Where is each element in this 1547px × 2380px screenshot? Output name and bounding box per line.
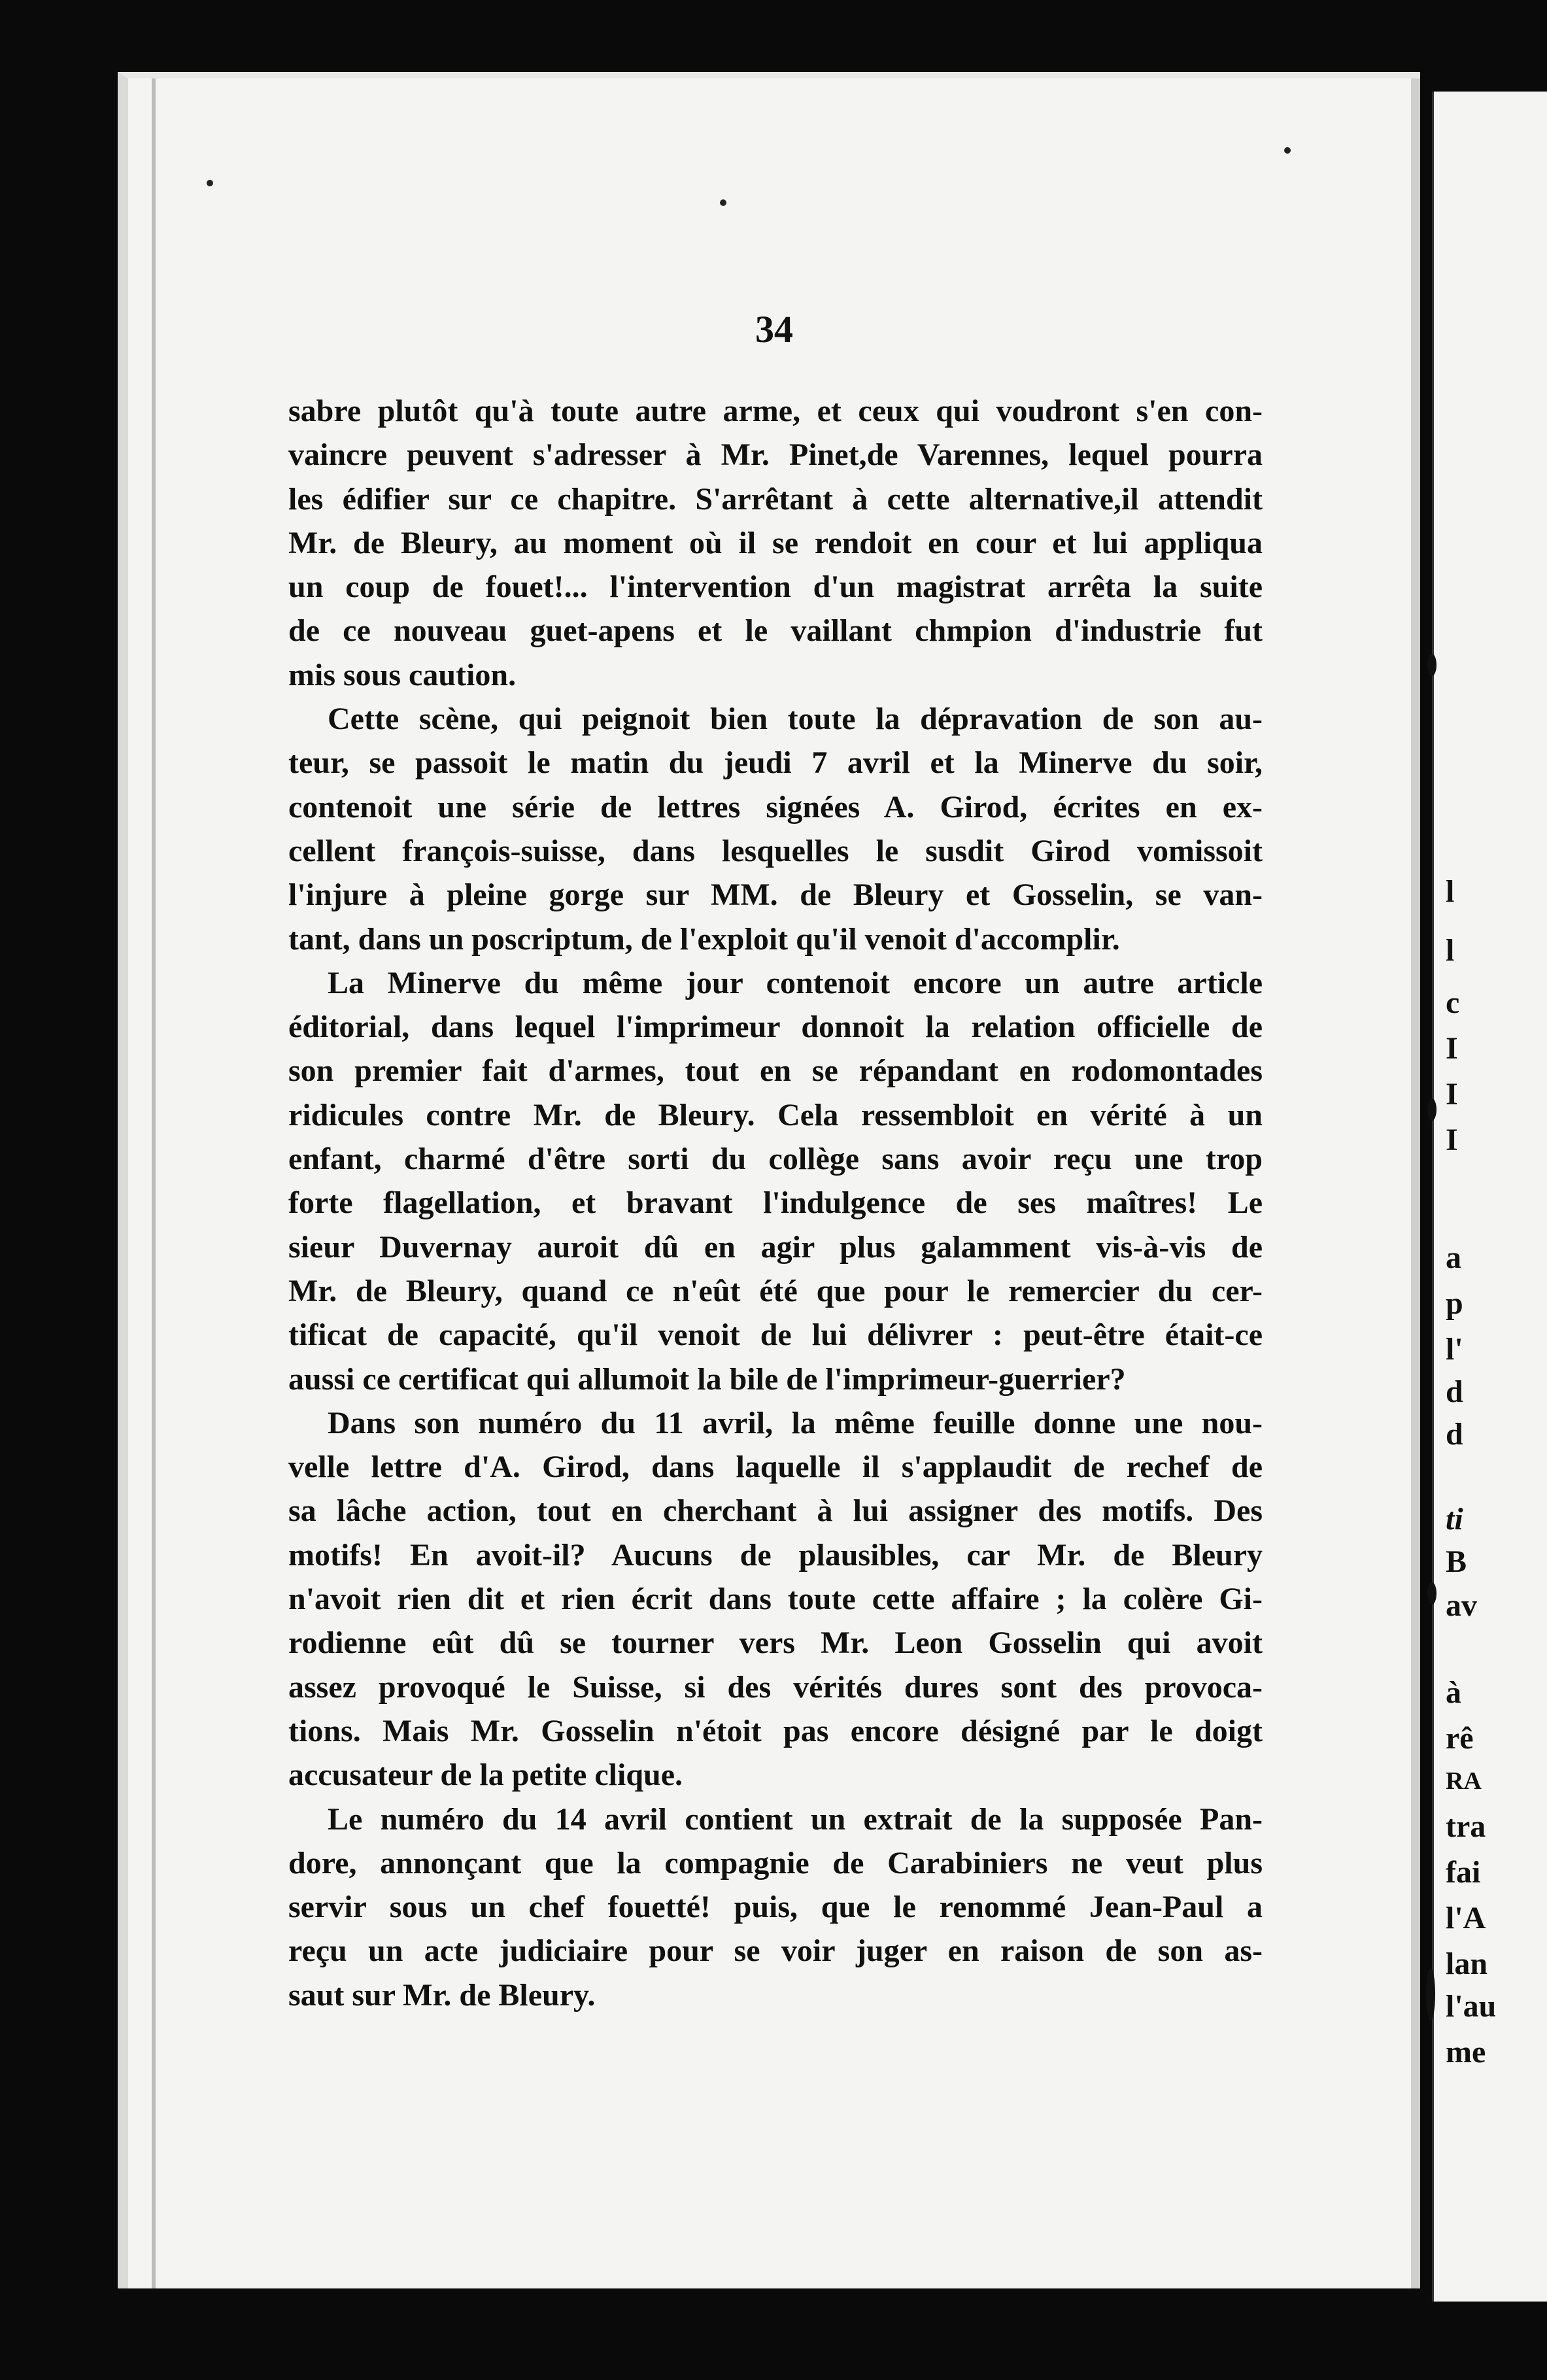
text-line: n'avoit rien dit et rien écrit dans toute cette affaire ; la colère Gi-: [288, 1582, 1263, 1617]
text-line: l'injure à pleine gorge sur MM. de Bleury et Gosselin, se van-: [288, 877, 1263, 913]
text-line: velle lettre d'A. Girod, dans laquelle il s'applaudit de rechef de: [288, 1450, 1263, 1485]
ink-speck: [720, 199, 726, 206]
text-line: forte flagellation, et bravant l'indulgence de ses maîtres! Le: [288, 1185, 1263, 1221]
fragment: a: [1446, 1240, 1461, 1275]
gutter-mark: [1427, 1582, 1436, 1605]
fragment: c: [1446, 985, 1460, 1020]
gutter-mark: [1427, 654, 1436, 676]
text-line: accusateur de la petite clique.: [288, 1758, 683, 1793]
fragment: ti: [1446, 1502, 1463, 1537]
fragment: B: [1446, 1544, 1467, 1579]
text-line: servir sous un chef fouetté! puis, que le renommé Jean-Paul a: [288, 1890, 1263, 1925]
text-line: contenoit une série de lettres signées A. Girod, écrites en ex-: [288, 789, 1263, 824]
text-line: son premier fait d'armes, tout en se répandant en rodomontades: [288, 1053, 1263, 1089]
text-line: dore, annonçant que la compagnie de Carabiniers ne veut plus: [288, 1845, 1263, 1880]
text-line: Le numéro du 14 avril contient un extrait de la supposée Pan-: [328, 1801, 1263, 1837]
text-line: vaincre peuvent s'adresser à Mr. Pinet,de Varennes, lequel pourra: [288, 437, 1263, 473]
fragment: l: [1446, 874, 1455, 909]
text-line: saut sur Mr. de Bleury.: [288, 1977, 596, 2013]
ink-speck: [207, 180, 213, 186]
text-line: teur, se passoit le matin du jeudi 7 avril et la Minerve du soir,: [288, 745, 1263, 781]
text-line: rodienne eût dû se tourner vers Mr. Leon Gosselin qui avoit: [288, 1625, 1263, 1661]
text-line: La Minerve du même jour contenoit encore un autre article: [328, 965, 1263, 1000]
text-line: éditorial, dans lequel l'imprimeur donnoit la relation officielle de: [288, 1010, 1263, 1045]
fragment: d: [1446, 1417, 1463, 1452]
fragment: I: [1446, 1077, 1458, 1112]
text-line: sabre plutôt qu'à toute autre arme, et ceux qui voudront s'en con-: [288, 394, 1263, 428]
body-text: [288, 389, 1263, 2017]
fragment: I: [1446, 1123, 1458, 1157]
fragment: I: [1446, 1031, 1458, 1066]
text-line: sa lâche action, tout en cherchant à lui assigner des motifs. Des: [288, 1493, 1263, 1529]
text-line: assez provoqué le Suisse, si des vérités dures sont des provoca-: [288, 1669, 1263, 1705]
text-line: Cette scène, qui peignoit bien toute la dépravation de son au-: [328, 702, 1263, 737]
text-line: mis sous caution.: [288, 657, 517, 692]
fragment: rê: [1446, 1721, 1474, 1756]
fragment: l: [1446, 933, 1455, 968]
text-line: sieur Duvernay auroit dû en agir plus galamment vis-à-vis de: [288, 1229, 1263, 1265]
gutter-mark: [1426, 1968, 1435, 2020]
fragment: lan: [1446, 1946, 1488, 1981]
text-line: ridicules contre Mr. de Bleury. Cela ressembloit en vérité à un: [288, 1097, 1263, 1132]
text-line: de ce nouveau guet-apens et le vaillant chmpion d'industrie fut: [288, 613, 1263, 649]
text-line: enfant, charmé d'être sorti du collège sans avoir reçu une trop: [288, 1142, 1263, 1177]
adjacent-page: [1432, 92, 1547, 2302]
text-line: motifs! En avoit-il? Aucuns de plausibles, car Mr. de Bleury: [288, 1537, 1263, 1572]
text-line: tant, dans un poscriptum, de l'exploit qu'il venoit d'accomplir.: [288, 921, 1120, 957]
text-line: Dans son numéro du 11 avril, la même feuille donne une nou-: [328, 1405, 1263, 1440]
fragment: p: [1446, 1286, 1463, 1321]
text-line: tificat de capacité, qu'il venoit de lui délivrer : peut-être était-ce: [288, 1318, 1263, 1353]
fragment: tra: [1446, 1809, 1486, 1844]
text-line: tions. Mais Mr. Gosselin n'étoit pas encore désigné par le doigt: [288, 1713, 1263, 1748]
fragment: me: [1446, 2035, 1486, 2069]
fragment: l'A: [1446, 1901, 1486, 1935]
fragment: d: [1446, 1374, 1463, 1409]
page-number: 34: [755, 308, 793, 350]
text-line: Mr. de Bleury, au moment où il se rendoit en cour et lui appliqua: [288, 525, 1263, 560]
fragment: l'au: [1446, 1989, 1497, 2024]
fragment: l': [1446, 1332, 1463, 1367]
fragment: à: [1446, 1675, 1461, 1710]
text-line: les édifier sur ce chapitre. S'arrêtant à cette alternative,il attendit: [288, 481, 1263, 517]
fragment: RA: [1446, 1767, 1482, 1795]
text-line: Mr. de Bleury, quand ce n'eût été que pour le remercier du cer-: [288, 1273, 1263, 1308]
ink-speck: [1284, 147, 1291, 154]
text-line: aussi ce certificat qui allumoit la bile de l'imprimeur-guerrier?: [288, 1361, 1126, 1397]
text-line: un coup de fouet!... l'intervention d'un magistrat arrêta la suite: [288, 570, 1263, 605]
fragment: fai: [1446, 1855, 1481, 1890]
text-line: reçu un acte judiciaire pour se voir juger en raison de son as-: [288, 1933, 1263, 1969]
gutter-mark: [1427, 1098, 1436, 1121]
fragment: av: [1446, 1588, 1477, 1623]
text-line: cellent françois-suisse, dans lesquelles le susdit Girod vomissoit: [288, 833, 1263, 868]
book-page: [118, 72, 1420, 2288]
